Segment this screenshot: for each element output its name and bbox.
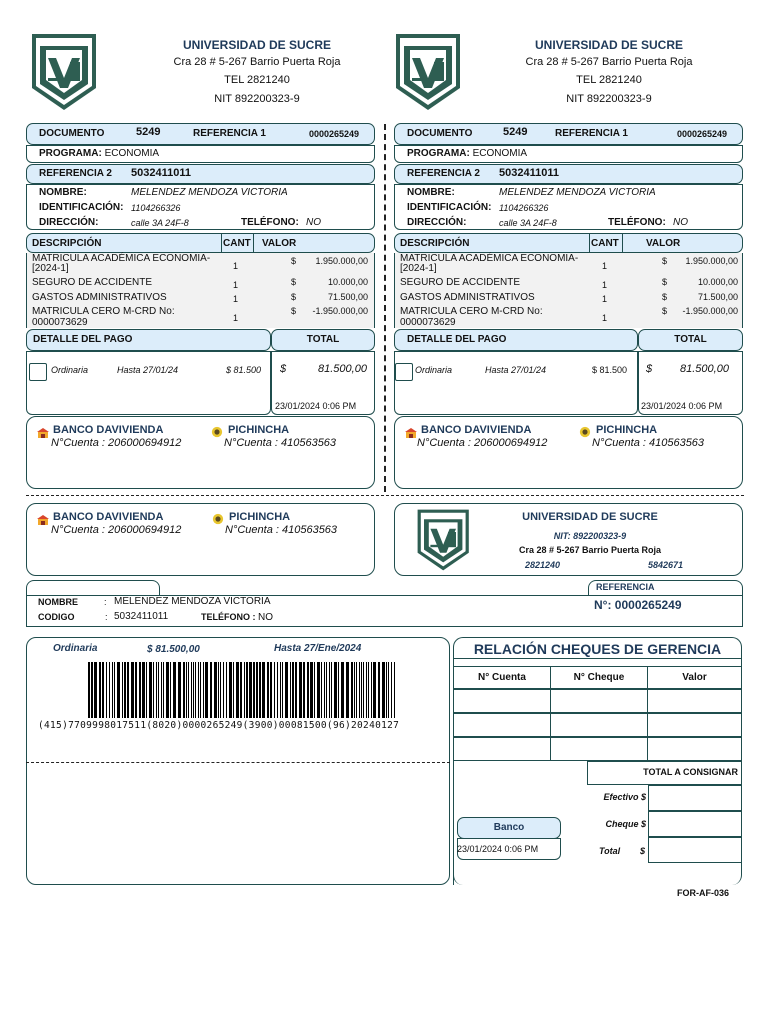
bank-copy-tel-value: NO bbox=[258, 612, 274, 623]
barcode-bar bbox=[346, 662, 349, 718]
barcode-bar bbox=[253, 662, 255, 718]
item-cur: $ bbox=[291, 256, 297, 266]
barcode-bar bbox=[274, 662, 275, 718]
cheque-cell[interactable] bbox=[647, 737, 742, 761]
bank-copy-codigo-value: 5032411011 bbox=[114, 611, 169, 622]
item-valor: 71.500,00 bbox=[697, 292, 738, 302]
bank2-name: PICHINCHA bbox=[596, 424, 658, 436]
barcode-bar bbox=[256, 662, 258, 718]
cant-header: CANT bbox=[223, 238, 251, 249]
total-currency: $ bbox=[280, 363, 287, 375]
ref1-value: 0000265249 bbox=[677, 129, 728, 139]
barcode-bar bbox=[366, 662, 367, 718]
university-tel: TEL 2821240 bbox=[576, 74, 642, 86]
barcode-bar bbox=[262, 662, 265, 718]
university-address: Cra 28 # 5-267 Barrio Puerta Roja bbox=[173, 56, 341, 68]
banco-label: Banco bbox=[493, 822, 525, 833]
barcode-bar bbox=[303, 662, 305, 718]
barcode-bar bbox=[166, 662, 169, 718]
barcode-bar bbox=[153, 662, 154, 718]
payment-due: Hasta 27/01/24 bbox=[117, 365, 179, 375]
ref1-value: 0000265249 bbox=[309, 129, 360, 139]
barcode-text: (415)7709998017511(8020)0000265249(3900)00081500(96)20240127 bbox=[38, 720, 400, 731]
bank-copy-ref-label: REFERENCIA bbox=[596, 582, 655, 592]
barcode-bar bbox=[321, 662, 322, 718]
university-name: UNIVERSIDAD DE SUCRE bbox=[534, 38, 684, 52]
barcode-bar bbox=[186, 662, 187, 718]
ordinaria-checkbox[interactable] bbox=[395, 363, 413, 381]
item-cant: 1 bbox=[233, 313, 239, 323]
documento-value: 5249 bbox=[136, 126, 161, 138]
id-value: 1104266326 bbox=[131, 203, 181, 213]
cut-line-vertical bbox=[384, 124, 386, 492]
payment-type: Ordinaria bbox=[415, 365, 453, 375]
item-cur: $ bbox=[662, 306, 668, 316]
bank-copy-university: UNIVERSIDAD DE SUCRE bbox=[522, 511, 658, 523]
barcode-bar bbox=[388, 662, 389, 718]
barcode-bar bbox=[314, 662, 315, 718]
cheques-title: RELACIÓN CHEQUES DE GERENCIA bbox=[473, 641, 722, 657]
item-cur: $ bbox=[662, 292, 668, 302]
university-nit: NIT 892200323-9 bbox=[214, 93, 300, 105]
cheque-cell[interactable] bbox=[647, 713, 742, 737]
item-valor: 1.950.000,00 bbox=[685, 256, 738, 266]
bank-copy-tel-label: TELÉFONO : bbox=[201, 612, 256, 622]
item-cur: $ bbox=[291, 292, 297, 302]
barcode-bar bbox=[193, 662, 194, 718]
bank-icon bbox=[36, 427, 50, 439]
barcode-bar bbox=[178, 662, 181, 718]
barcode-bar bbox=[270, 662, 272, 718]
barcode-cut-line bbox=[26, 762, 450, 763]
university-logo bbox=[416, 508, 472, 572]
bank2-account: N°Cuenta : 410563563 bbox=[592, 437, 705, 449]
barcode-bar bbox=[200, 662, 201, 718]
detalle-label: DETALLE DEL PAGO bbox=[407, 334, 507, 345]
barcode-bar bbox=[236, 662, 239, 718]
total-currency: $ bbox=[646, 363, 653, 375]
tel-label: TELÉFONO: bbox=[241, 217, 299, 228]
efectivo-field[interactable] bbox=[648, 785, 742, 811]
barcode-bar bbox=[163, 662, 164, 718]
programa-value: ECONOMIA bbox=[472, 148, 528, 159]
barcode-bar bbox=[139, 662, 141, 718]
barcode-bar bbox=[195, 662, 196, 718]
barcode-bar bbox=[246, 662, 248, 718]
barcode-bar bbox=[142, 662, 145, 718]
documento-label: DOCUMENTO bbox=[407, 128, 473, 139]
barcode-bar bbox=[351, 662, 353, 718]
barcode-bar bbox=[299, 662, 302, 718]
barcode-bar bbox=[183, 662, 185, 718]
bank-copy-nit: NIT: 892200323-9 bbox=[553, 531, 627, 541]
nombre-value: MELENDEZ MENDOZA VICTORIA bbox=[131, 187, 288, 198]
barcode-bar bbox=[373, 662, 376, 718]
barcode-bar bbox=[135, 662, 137, 718]
bank2-account: N°Cuenta : 410563563 bbox=[225, 524, 338, 536]
barcode-bar bbox=[109, 662, 110, 718]
cheque-cell[interactable] bbox=[453, 689, 551, 713]
item-cur: $ bbox=[662, 277, 668, 287]
item-cant: 1 bbox=[602, 280, 608, 290]
banco-fecha: 23/01/2024 0:06 PM bbox=[457, 844, 539, 854]
barcode-bar bbox=[220, 662, 221, 718]
item-cur: $ bbox=[291, 277, 297, 287]
item-desc: MATRICULA ACADÉMICA ECONOMIA-[2024-1] bbox=[400, 253, 579, 274]
barcode-bar bbox=[131, 662, 134, 718]
barcode-bar bbox=[226, 662, 227, 718]
bank-copy-tipo: Ordinaria bbox=[53, 643, 98, 654]
pichincha-icon bbox=[578, 426, 592, 438]
barcode-bar bbox=[203, 662, 204, 718]
detalle-box bbox=[394, 351, 638, 415]
barcode-bar bbox=[285, 662, 288, 718]
cheque-cell[interactable] bbox=[550, 713, 648, 737]
barcode-bar bbox=[218, 662, 219, 718]
payment-amount: $ 81.500 bbox=[592, 365, 628, 375]
barcode-bar bbox=[386, 662, 387, 718]
barcode-bar bbox=[191, 662, 192, 718]
university-tel: TEL 2821240 bbox=[224, 74, 290, 86]
tel-label: TELÉFONO: bbox=[608, 217, 666, 228]
programa-value: ECONOMIA bbox=[104, 148, 160, 159]
bank-copy-phone: 2821240 bbox=[525, 560, 561, 570]
barcode-bar bbox=[223, 662, 224, 718]
item-desc: MATRICULA CERO M-CRD No: 0000073629 bbox=[32, 306, 175, 328]
dir-value: calle 3A 24F-8 bbox=[131, 218, 189, 228]
barcode-bar bbox=[158, 662, 159, 718]
item-valor: -1.950.000,00 bbox=[312, 306, 368, 316]
barcode-bar bbox=[106, 662, 107, 718]
barcode-bar bbox=[382, 662, 385, 718]
bank-copy-codigo-sep: : bbox=[105, 612, 108, 622]
item-valor: 10.000,00 bbox=[327, 277, 368, 287]
barcode-bar bbox=[259, 662, 261, 718]
ref2-label: REFERENCIA 2 bbox=[39, 168, 112, 179]
barcode-bar bbox=[356, 662, 357, 718]
nombre-value: MELENDEZ MENDOZA VICTORIA bbox=[499, 187, 656, 198]
barcode-bar bbox=[361, 662, 362, 718]
cheques-col-cheque: N° Cheque bbox=[573, 672, 625, 683]
barcode-bar bbox=[94, 662, 97, 718]
barcode-bar bbox=[188, 662, 189, 718]
bank-copy-fax: 5842671 bbox=[648, 560, 684, 570]
cheque-label: Cheque $ bbox=[605, 819, 646, 829]
tel-value: NO bbox=[306, 217, 321, 228]
total-currency: $ bbox=[640, 846, 646, 856]
valor-header: VALOR bbox=[646, 238, 681, 249]
payment-timestamp: 23/01/2024 0:06 PM bbox=[275, 401, 357, 411]
payment-timestamp: 23/01/2024 0:06 PM bbox=[641, 401, 723, 411]
valor-header: VALOR bbox=[262, 238, 297, 249]
total-consignar-label: TOTAL A CONSIGNAR bbox=[643, 767, 738, 777]
total-label: TOTAL bbox=[306, 334, 340, 345]
bank-copy-ref-value: N°: 0000265249 bbox=[594, 598, 682, 612]
barcode-bar bbox=[229, 662, 232, 718]
dir-label: DIRECCIÓN: bbox=[39, 217, 99, 228]
item-cant: 1 bbox=[233, 294, 239, 304]
item-valor: 1.950.000,00 bbox=[315, 256, 368, 266]
item-cur: $ bbox=[662, 256, 668, 266]
barcode-bar bbox=[173, 662, 176, 718]
barcode-bar bbox=[91, 662, 93, 718]
item-desc: SEGURO DE ACCIDENTE bbox=[400, 277, 521, 288]
barcode-bar bbox=[326, 662, 327, 718]
payment-due: Hasta 27/01/24 bbox=[485, 365, 547, 375]
barcode-bar bbox=[146, 662, 147, 718]
bank1-name: BANCO DAVIVIENDA bbox=[53, 511, 164, 523]
bank2-name: PICHINCHA bbox=[228, 424, 290, 436]
bank1-name: BANCO DAVIVIENDA bbox=[53, 424, 164, 436]
ref1-label: REFERENCIA 1 bbox=[555, 128, 628, 139]
bank-copy-codigo-label: CODIGO bbox=[38, 612, 75, 622]
bank2-name: PICHINCHA bbox=[229, 511, 291, 523]
item-desc: MATRICULA CERO M-CRD No: 0000073629 bbox=[400, 306, 543, 328]
bank-copy-monto: $ 81.500,00 bbox=[147, 644, 200, 655]
pichincha-icon bbox=[210, 426, 224, 438]
name-tab bbox=[26, 580, 160, 596]
barcode-bar bbox=[240, 662, 242, 718]
barcode-bar bbox=[280, 662, 281, 718]
ordinaria-checkbox[interactable] bbox=[29, 363, 47, 381]
barcode-bar bbox=[267, 662, 269, 718]
total-field[interactable] bbox=[648, 837, 742, 863]
barcode-bar bbox=[156, 662, 157, 718]
bank-copy-nombre-sep: : bbox=[104, 597, 107, 607]
barcode-bar bbox=[354, 662, 355, 718]
barcode-bar bbox=[338, 662, 339, 718]
item-cant: 1 bbox=[233, 261, 239, 271]
item-valor: 71.500,00 bbox=[327, 292, 368, 302]
ref2-label: REFERENCIA 2 bbox=[407, 168, 480, 179]
item-cant: 1 bbox=[602, 261, 608, 271]
cheque-cell[interactable] bbox=[453, 737, 551, 761]
ref2-value: 5032411011 bbox=[131, 167, 191, 179]
barcode-bar bbox=[127, 662, 129, 718]
cheques-col-valor: Valor bbox=[682, 672, 707, 683]
bank1-account: N°Cuenta : 206000694912 bbox=[417, 437, 548, 449]
cheque-cell[interactable] bbox=[550, 737, 648, 761]
cut-line-horizontal bbox=[26, 495, 744, 496]
barcode-bar bbox=[205, 662, 208, 718]
total-value: 81.500,00 bbox=[318, 363, 367, 375]
cant-header: CANT bbox=[591, 238, 619, 249]
university-logo bbox=[394, 32, 464, 112]
bank-icon bbox=[404, 427, 418, 439]
bank-copy-nombre-value: MELENDEZ MENDOZA VICTORIA bbox=[114, 596, 271, 607]
barcode-bar bbox=[324, 662, 325, 718]
item-desc: GASTOS ADMINISTRATIVOS bbox=[32, 292, 167, 303]
id-label: IDENTIFICACIÓN: bbox=[39, 202, 124, 213]
barcode-bar bbox=[112, 662, 113, 718]
barcode-bar bbox=[198, 662, 199, 718]
dir-label: DIRECCIÓN: bbox=[407, 217, 467, 228]
documento-value: 5249 bbox=[503, 126, 528, 138]
dir-value: calle 3A 24F-8 bbox=[499, 218, 557, 228]
item-desc: MATRICULA ACADÉMICA ECONOMIA-[2024-1] bbox=[32, 253, 211, 274]
desc-header: DESCRIPCIÓN bbox=[400, 238, 470, 249]
barcode-bar bbox=[371, 662, 372, 718]
payment-amount: $ 81.500 bbox=[226, 365, 262, 375]
cheque-cell[interactable] bbox=[550, 689, 648, 713]
barcode-bar bbox=[329, 662, 330, 718]
documento-label: DOCUMENTO bbox=[39, 128, 105, 139]
detalle-box bbox=[26, 351, 271, 415]
programa-label: PROGRAMA: bbox=[407, 148, 470, 159]
barcode-bar bbox=[391, 662, 392, 718]
barcode-bar bbox=[378, 662, 380, 718]
cheque-cell[interactable] bbox=[647, 689, 742, 713]
bank-copy-hasta: Hasta 27/Ene/2024 bbox=[274, 643, 362, 654]
barcode-bar bbox=[368, 662, 369, 718]
item-valor: 10.000,00 bbox=[697, 277, 738, 287]
cheques-col-cuenta: N° Cuenta bbox=[478, 672, 526, 683]
barcode-bar bbox=[317, 662, 320, 718]
total-value: 81.500,00 bbox=[680, 363, 729, 375]
bank1-name: BANCO DAVIVIENDA bbox=[421, 424, 532, 436]
barcode-bar bbox=[277, 662, 278, 718]
item-valor: -1.950.000,00 bbox=[682, 306, 738, 316]
bank1-account: N°Cuenta : 206000694912 bbox=[51, 437, 182, 449]
barcode-bar bbox=[99, 662, 101, 718]
barcode-bar bbox=[282, 662, 283, 718]
item-cant: 1 bbox=[233, 280, 239, 290]
programa-label: PROGRAMA: bbox=[39, 148, 102, 159]
barcode-bar bbox=[359, 662, 360, 718]
barcode-bar bbox=[122, 662, 123, 718]
id-label: IDENTIFICACIÓN: bbox=[407, 202, 492, 213]
barcode-bar bbox=[88, 662, 90, 718]
barcode-bar bbox=[102, 662, 104, 718]
barcode-bar bbox=[170, 662, 171, 718]
barcode-bar bbox=[292, 662, 294, 718]
bank-copy-nombre-label: NOMBRE bbox=[38, 597, 78, 607]
barcode-bar bbox=[161, 662, 162, 718]
id-value: 1104266326 bbox=[499, 203, 549, 213]
barcode-bar bbox=[331, 662, 332, 718]
detalle-label: DETALLE DEL PAGO bbox=[33, 334, 133, 345]
pichincha-icon bbox=[211, 513, 225, 525]
payment-type: Ordinaria bbox=[51, 365, 89, 375]
desc-header: DESCRIPCIÓN bbox=[32, 238, 102, 249]
barcode-bar bbox=[334, 662, 337, 718]
university-logo bbox=[30, 32, 100, 112]
nombre-label: NOMBRE: bbox=[39, 187, 87, 198]
cheque-field[interactable] bbox=[648, 811, 742, 837]
form-code: FOR-AF-036 bbox=[677, 888, 730, 898]
total-label: Total bbox=[599, 846, 621, 856]
ref2-value: 5032411011 bbox=[499, 167, 559, 179]
barcode-bar bbox=[290, 662, 291, 718]
item-cant: 1 bbox=[602, 294, 608, 304]
barcode bbox=[88, 662, 398, 718]
barcode-bar bbox=[394, 662, 395, 718]
barcode-bar bbox=[149, 662, 152, 718]
nombre-label: NOMBRE: bbox=[407, 187, 455, 198]
bank1-account: N°Cuenta : 206000694912 bbox=[51, 524, 182, 536]
bank2-account: N°Cuenta : 410563563 bbox=[224, 437, 337, 449]
barcode-bar bbox=[124, 662, 126, 718]
university-address: Cra 28 # 5-267 Barrio Puerta Roja bbox=[525, 56, 693, 68]
barcode-bar bbox=[363, 662, 364, 718]
barcode-bar bbox=[341, 662, 344, 718]
cheque-cell[interactable] bbox=[453, 713, 551, 737]
barcode-bar bbox=[310, 662, 313, 718]
ref1-label: REFERENCIA 1 bbox=[193, 128, 266, 139]
bank-icon bbox=[36, 514, 50, 526]
barcode-bar bbox=[210, 662, 212, 718]
barcode-bar bbox=[249, 662, 252, 718]
barcode-bar bbox=[244, 662, 245, 718]
tel-value: NO bbox=[673, 217, 688, 228]
barcode-bar bbox=[117, 662, 120, 718]
barcode-bar bbox=[214, 662, 217, 718]
barcode-bar bbox=[307, 662, 309, 718]
university-nit: NIT 892200323-9 bbox=[566, 93, 652, 105]
item-desc: GASTOS ADMINISTRATIVOS bbox=[400, 292, 535, 303]
university-name: UNIVERSIDAD DE SUCRE bbox=[182, 38, 332, 52]
item-cur: $ bbox=[291, 306, 297, 316]
bank-copy-address: Cra 28 # 5-267 Barrio Puerta Roja bbox=[518, 545, 662, 555]
efectivo-label: Efectivo $ bbox=[603, 792, 646, 802]
item-cant: 1 bbox=[602, 313, 608, 323]
total-label: TOTAL bbox=[674, 334, 707, 345]
barcode-bar bbox=[233, 662, 234, 718]
barcode-bar bbox=[295, 662, 297, 718]
item-desc: SEGURO DE ACCIDENTE bbox=[32, 277, 153, 288]
barcode-bar bbox=[114, 662, 115, 718]
